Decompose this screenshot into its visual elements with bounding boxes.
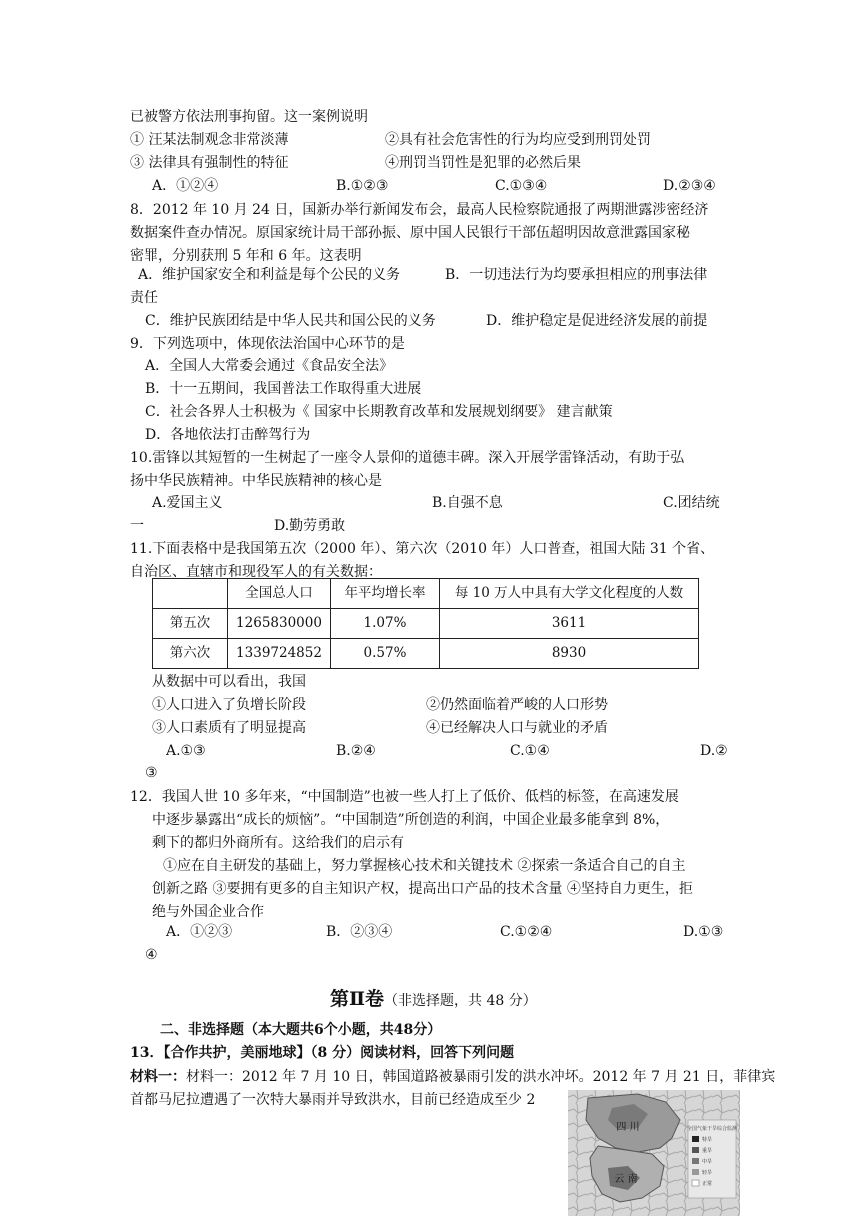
q12-stem-line-2: 中逐步暴露出“成长的烦恼”。“中国制造”所创造的利润，中国企业最多能拿到 8%， [152, 812, 670, 828]
q10-stem-line-1: 10.雷锋以其短暂的一生树起了一座令人景仰的道德丰碑。深入开展学雷锋活动，有助于弘 [130, 450, 685, 466]
q13-material-1-text: 材料一：2012 年 7 月 10 日，韩国道路被暴雨引发的洪水冲坏。2012 年 7 月 21 日，菲律宾 [186, 1069, 776, 1085]
table-cell: 1339724852 [228, 639, 331, 669]
q10-option-d: D.勤劳勇敢 [274, 518, 346, 534]
table-header-cell: 年平均增长率 [331, 579, 440, 609]
q9-stem: 9．下列选项中，体现依法治国中心环节的是 [130, 336, 405, 352]
q8-stem-line-2: 数据案件查办情况。原国家统计局干部孙振、原中国人民银行干部伍超明因故意泄露国家秘 [130, 225, 690, 241]
q11-option-d-wrap: ③ [145, 765, 158, 781]
q13-material-1-line-2: 首都马尼拉遭遇了一次特大暴雨并导致洪水，目前已经造成至少 2 [130, 1092, 536, 1108]
table-cell: 0.57% [331, 639, 440, 669]
q12-statements-line-3: 绝与外国企业合作 [152, 904, 264, 920]
map-legend-title: 全国气象干旱综合监测 [686, 1126, 738, 1132]
part2-title: 第Ⅱ卷 [330, 988, 385, 1010]
table-cell: 1.07% [331, 609, 440, 639]
map-label-yunnan: 云 南 [614, 1174, 638, 1185]
map-legend-item: 轻旱 [702, 1170, 713, 1176]
table-cell: 8930 [440, 639, 699, 669]
q12-option-d: D.①③ [683, 924, 724, 940]
map-legend-item: 特旱 [702, 1137, 713, 1143]
q10-option-c-wrap: 一 [130, 518, 144, 534]
q11-option-d: D.② [700, 743, 728, 759]
q10-stem-line-2: 扬中华民族精神。中华民族精神的核心是 [130, 473, 382, 489]
table-header-cell: 全国总人口 [228, 579, 331, 609]
drought-map [568, 1090, 740, 1216]
q7-statement-2: ②具有社会危害性的行为均应受到刑罚处罚 [385, 132, 651, 148]
q11-statement-2: ②仍然面临着严峻的人口形势 [426, 697, 608, 713]
q12-stem-line-3: 剩下的都归外商所有。这给我们的启示有 [152, 835, 404, 851]
q12-statements-line-2: 创新之路 ③要拥有更多的自主知识产权，提高出口产品的技术含量 ④坚持自力更生，拒 [152, 881, 693, 897]
census-table [152, 578, 699, 669]
q7-option-c: C.①③④ [495, 178, 548, 194]
q7-tail: 已被警方依法刑事拘留。这一案例说明 [130, 109, 368, 125]
q11-stem-line-1: 11.下面表格中是我国第五次（2000 年）、第六次（2010 年）人口普查，祖国大陆 31 个省、 [130, 541, 715, 557]
q8-option-b: B．一切违法行为均要承担相应的刑事法律 [445, 267, 708, 283]
map-legend-item: 中旱 [702, 1159, 713, 1165]
table-cell: 第六次 [153, 639, 228, 669]
q10-option-a: A.爱国主义 [152, 495, 223, 511]
q8-stem-line-1: 8．2012 年 10 月 24 日，国新办举行新闻发布会，最高人民检察院通报了两期泄露涉密经济 [130, 202, 709, 218]
q11-option-b: B.②④ [336, 743, 376, 759]
table-header-row [153, 579, 699, 609]
q10-option-c: C.团结统 [663, 495, 720, 511]
q9-option-d: D．各地依法打击醉驾行为 [145, 427, 311, 443]
q13-stem: 13．【合作共护，美丽地球】（8 分）阅读材料，回答下列问题 [130, 1045, 515, 1061]
q11-after-table: 从数据中可以看出，我国 [152, 674, 306, 690]
q8-stem-line-3: 密罪，分别获刑 5 年和 6 年。这表明 [130, 248, 362, 264]
q7-statement-1: ① 汪某法制观念非常淡薄 [130, 132, 289, 148]
q11-option-c: C.①④ [510, 743, 550, 759]
q8-option-c: C．维护民族团结是中华人民共和国公民的义务 [145, 313, 436, 329]
q12-option-a: A．①②③ [166, 924, 233, 940]
q8-option-b-wrap: 责任 [130, 290, 158, 306]
q11-statement-4: ④已经解决人口与就业的矛盾 [426, 720, 608, 736]
q8-option-a: A．维护国家安全和利益是每个公民的义务 [138, 267, 401, 283]
q11-stem-line-2: 自治区、直辖市和现役军人的有关数据： [130, 564, 382, 580]
q7-option-d: D.②③④ [663, 178, 716, 194]
map-legend-item: 重旱 [702, 1148, 713, 1154]
map-label-sichuan: 四 川 [616, 1122, 640, 1133]
q12-option-d-wrap: ④ [145, 947, 158, 963]
q12-statements-line-1: ①应在自主研发的基础上，努力掌握核心技术和关键技术 ②探索一条适合自己的自主 [163, 858, 686, 874]
q7-option-b: B.①②③ [336, 178, 389, 194]
table-cell: 1265830000 [228, 609, 331, 639]
q12-stem-line-1: 12．我国人世 10 多年来，“中国制造”也被一些人打上了低价、低档的标签，在高速发展 [130, 789, 679, 805]
q12-option-c: C.①②④ [500, 924, 553, 940]
table-row [153, 609, 699, 639]
q12-option-b: B．②③④ [326, 924, 393, 940]
section-heading: 二、非选择题（本大题共6个小题，共48分） [160, 1022, 442, 1038]
q11-statement-1: ①人口进入了负增长阶段 [152, 697, 306, 713]
part2-note: （非选择题，共 48 分） [384, 993, 537, 1009]
q8-option-d: D．维护稳定是促进经济发展的前提 [486, 313, 708, 329]
table-cell: 3611 [440, 609, 699, 639]
q11-option-a: A.①③ [166, 743, 206, 759]
map-legend-item: 正常 [702, 1181, 713, 1187]
q9-option-c: C．社会各界人士积极为《 国家中长期教育改革和发展规划纲要》 建言献策 [145, 404, 613, 420]
table-cell: 第五次 [153, 609, 228, 639]
drought-map-graphic [568, 1090, 740, 1216]
q9-option-b: B．十一五期间，我国普法工作取得重大进展 [145, 381, 422, 397]
q9-option-a: A．全国人大常委会通过《食品安全法》 [145, 358, 394, 374]
q7-statement-3: ③ 法律具有强制性的特征 [130, 155, 289, 171]
q13-material-1-line-1 [130, 1066, 775, 1089]
table-header-cell [153, 579, 228, 609]
q10-option-b: B.自强不息 [432, 495, 503, 511]
q11-statement-3: ③人口素质有了明显提高 [152, 720, 306, 736]
q7-option-a: A．①②④ [152, 178, 219, 194]
q7-statement-4: ④刑罚当罚性是犯罪的必然后果 [385, 155, 581, 171]
material-label: 材料一： [130, 1069, 186, 1085]
table-header-cell: 每 10 万人中具有大学文化程度的人数 [440, 579, 699, 609]
part2-heading [330, 988, 537, 1013]
table-row [153, 639, 699, 669]
